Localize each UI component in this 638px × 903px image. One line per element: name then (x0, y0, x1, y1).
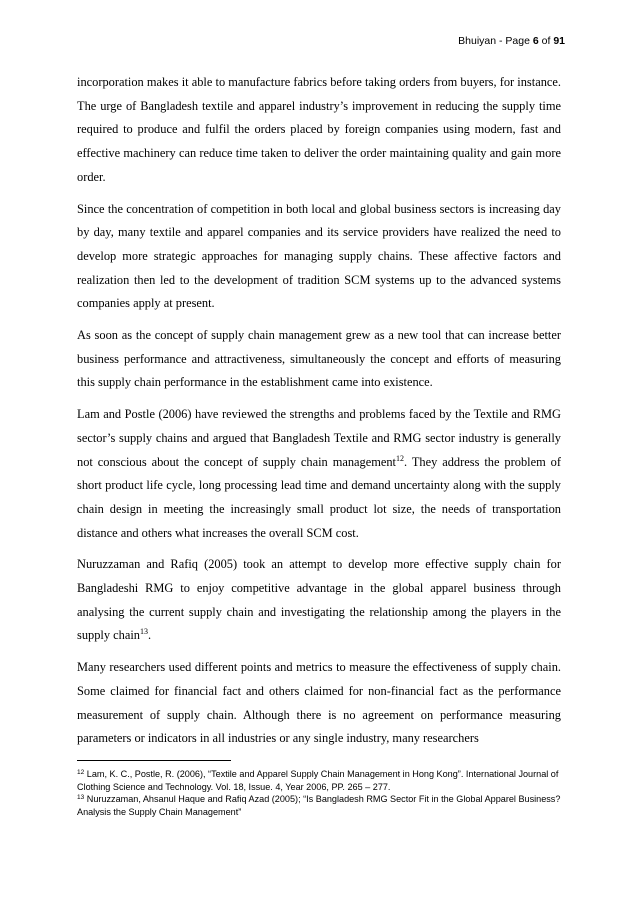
footnote (77, 768, 561, 793)
footnote-number: 12 (77, 769, 85, 776)
paragraph: As soon as the concept of supply chain management grew as a new tool that can increase better business performance and attractiveness, simultaneously the concept and efforts of measuring this supply chain performance in the establishment came into existence. (77, 328, 561, 390)
footnotes (77, 768, 561, 818)
header-prefix: Bhuiyan - Page (458, 35, 533, 47)
page-header (458, 35, 565, 47)
footnote-separator (77, 760, 231, 761)
paragraph-text: Nuruzzaman and Rafiq (2005) took an attempt to develop more effective supply chain for Bangladeshi RMG to enjoy competitive advantage in the global apparel business through analysing the current supply chain and investigating the relationship among the players in the supply chain (77, 557, 561, 643)
paragraph-text: . (147, 628, 152, 643)
header-of: of (538, 35, 554, 47)
footnote (77, 793, 561, 818)
header-page-number: 6 (532, 35, 539, 47)
paragraph: Since the concentration of competition in both local and global business sectors is increasing day by day, many textile and apparel companies and its service providers have realized the need to develop more strategic approaches for managing supply chains. These affective factors and realization then led to the development of tradition SCM systems up to the advanced systems companies apply at present. (77, 201, 561, 311)
footnote-reference[interactable]: 12 (396, 453, 404, 463)
header-total-pages: 91 (553, 35, 565, 47)
paragraph: incorporation makes it able to manufacture fabrics before taking orders from buyers, for instance. The urge of Bangladesh textile and apparel industry’s improvement in reducing the supply time required to produce and fulfil the orders placed by foreign companies using modern, fast and effective machinery can reduce time taken to deliver the order maintaining quality and gain more order. (77, 75, 561, 184)
paragraph-text: Lam and Postle (2006) have reviewed the strengths and problems faced by the Textile and RMG sector’s supply chains and argued that Bangladesh Textile and RMG sector industry is generally not conscious about the concept of supply chain management (77, 407, 561, 469)
body-text (77, 71, 561, 759)
paragraph (77, 553, 561, 648)
paragraph-text: . They address the problem of short product life cycle, long processing lead time and demand uncertainty along with the supply chain design in meeting the increasingly small product lot size, the needs of transportation distance and others what increases the overall SCM cost. (77, 454, 561, 540)
footnote-text: Nuruzzaman, Ahsanul Haque and Rafiq Azad (2005); “Is Bangladesh RMG Sector Fit in the Global Apparel Business? Analysis the Supply Chain Management” (77, 794, 561, 817)
paragraph: Many researchers used different points and metrics to measure the effectiveness of supply chain. Some claimed for financial fact and others claimed for non-financial fact as the performance measurement of supply chain. Although there is no agreement on performance measuring parameters or indicators in all industries or any single industry, many researchers (77, 660, 561, 746)
footnote-reference[interactable]: 13 (139, 627, 148, 637)
footnote-text: Lam, K. C., Postle, R. (2006), “Textile and Apparel Supply Chain Management in Hong Kong”. International Journal of Clothing Science and Technology. Vol. 18, Issue. 4, Year 2006, PP. 265 – 277. (77, 769, 559, 792)
footnote-number: 13 (77, 794, 85, 802)
paragraph (77, 403, 561, 545)
